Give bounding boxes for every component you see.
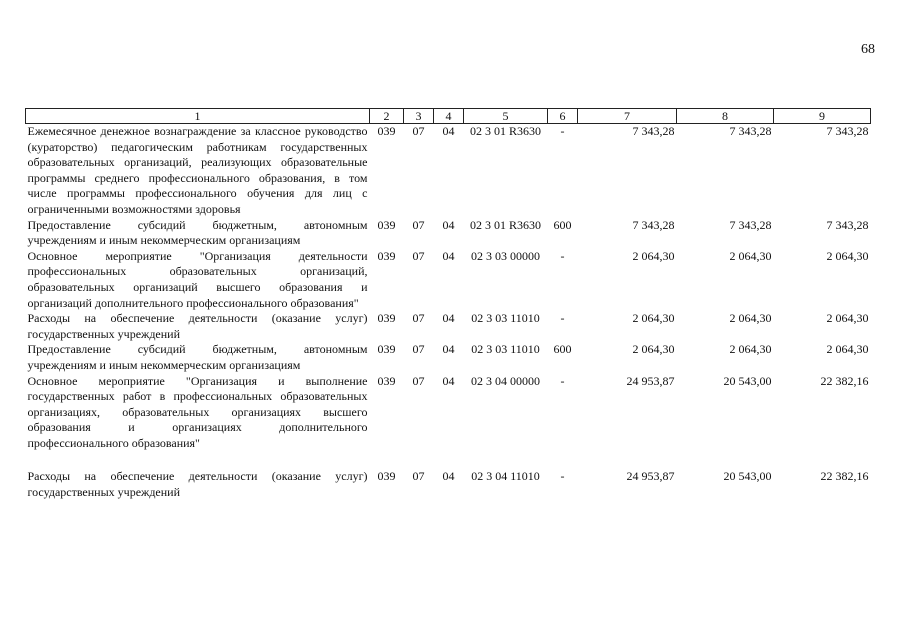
header-cell: 6 — [548, 109, 578, 124]
amount-col8-cell: 2 064,30 — [729, 311, 772, 326]
header-cell: 2 — [370, 109, 404, 124]
section-cell: 07 — [412, 311, 425, 326]
table-row — [26, 311, 871, 342]
amount-col8-cell: 20 543,00 — [723, 373, 772, 388]
row-name-cell: Расходы на обеспечение деятельности (оказание услуг) государственных учреждений — [27, 311, 368, 341]
amount-col9-cell: 2 064,30 — [826, 311, 869, 326]
amount-col9-cell: 7 343,28 — [826, 217, 869, 232]
ministry-code-cell: 039 — [377, 373, 396, 388]
ministry-code-cell: 039 — [377, 469, 396, 484]
amount-col9-cell: 2 064,30 — [826, 342, 869, 357]
section-cell: 07 — [412, 469, 425, 484]
row-name-cell: Предоставление субсидий бюджетным, автономным учреждениям и иным некоммерческим организациям — [27, 342, 368, 372]
amount-col9-cell: 7 343,28 — [826, 124, 869, 138]
table-row — [26, 342, 871, 373]
table-row — [26, 374, 871, 452]
table-row — [26, 218, 871, 249]
expense-type-cell: 600 — [553, 217, 572, 232]
amount-col9-cell: 22 382,16 — [820, 469, 869, 484]
expense-type-cell: - — [560, 124, 565, 138]
budget-table — [25, 108, 871, 501]
ministry-code-cell: 039 — [377, 217, 396, 232]
expense-type-cell: - — [560, 469, 565, 484]
subsection-cell: 04 — [442, 248, 455, 263]
amount-col7-cell: 24 953,87 — [626, 373, 675, 388]
amount-col8-cell: 20 543,00 — [723, 469, 772, 484]
subsection-cell: 04 — [442, 124, 455, 138]
header-cell: 9 — [774, 109, 871, 124]
ministry-code-cell: 039 — [377, 342, 396, 357]
subsection-cell: 04 — [442, 469, 455, 484]
subsection-cell: 04 — [442, 373, 455, 388]
row-name-cell: Основное мероприятие "Организация и выполнение государственных работ в профессиональных образовательных организациях, образовательных организациях высшего образования и организациях дополнительного профессионального образования" — [27, 373, 368, 450]
subsection-cell: 04 — [442, 311, 455, 326]
target-article-cell: 02 3 04 00000 — [471, 373, 540, 388]
row-name-cell: Расходы на обеспечение деятельности (оказание услуг) государственных учреждений — [27, 469, 368, 500]
target-article-cell: 02 3 01 R3630 — [469, 217, 541, 232]
header-cell: 5 — [464, 109, 548, 124]
row-name-cell: Ежемесячное денежное вознаграждение за классное руководство (кураторство) педагогическим работникам государственных образовательных организаций, реализующих образовательные программы среднего профессионального образования, в том числе программы профессионального обучения для лиц с ограниченными возможностями здоровья — [27, 124, 368, 216]
header-cell: 3 — [404, 109, 434, 124]
subsection-cell: 04 — [442, 342, 455, 357]
target-article-cell: 02 3 03 11010 — [471, 342, 540, 357]
ministry-code-cell: 039 — [377, 311, 396, 326]
target-article-cell: 02 3 03 00000 — [471, 248, 540, 263]
page-number: 68 — [861, 42, 875, 57]
section-cell: 07 — [412, 248, 425, 263]
amount-col8-cell: 7 343,28 — [729, 217, 772, 232]
target-article-cell: 02 3 01 R3630 — [469, 124, 541, 138]
table-row — [26, 124, 871, 218]
amount-col9-cell: 22 382,16 — [820, 373, 869, 388]
expense-type-cell: 600 — [553, 342, 572, 357]
header-cell: 8 — [677, 109, 774, 124]
amount-col7-cell: 24 953,87 — [626, 469, 675, 484]
ministry-code-cell: 039 — [377, 248, 396, 263]
section-cell: 07 — [412, 373, 425, 388]
table-row — [26, 469, 871, 500]
header-cell: 7 — [578, 109, 677, 124]
amount-col8-cell: 2 064,30 — [729, 248, 772, 263]
amount-col7-cell: 2 064,30 — [632, 342, 675, 357]
spacer-row — [26, 451, 871, 469]
header-cell: 4 — [434, 109, 464, 124]
target-article-cell: 02 3 03 11010 — [471, 311, 540, 326]
subsection-cell: 04 — [442, 217, 455, 232]
expense-type-cell: - — [560, 373, 565, 388]
table-row — [26, 249, 871, 311]
row-name-cell: Основное мероприятие "Организация деятельности профессиональных образовательных организаций, образовательных организаций высшего образования и организаций дополнительного профессионального образования" — [27, 248, 368, 310]
amount-col8-cell: 2 064,30 — [729, 342, 772, 357]
expense-type-cell: - — [560, 248, 565, 263]
header-cell: 1 — [26, 109, 370, 124]
ministry-code-cell: 039 — [377, 124, 396, 138]
table-header-row — [26, 109, 871, 124]
amount-col7-cell: 2 064,30 — [632, 248, 675, 263]
section-cell: 07 — [412, 217, 425, 232]
amount-col7-cell: 2 064,30 — [632, 311, 675, 326]
amount-col7-cell: 7 343,28 — [632, 124, 675, 138]
amount-col9-cell: 2 064,30 — [826, 248, 869, 263]
row-name-cell: Предоставление субсидий бюджетным, автономным учреждениям и иным некоммерческим организациям — [27, 217, 368, 248]
section-cell: 07 — [412, 124, 425, 138]
amount-col7-cell: 7 343,28 — [632, 217, 675, 232]
expense-type-cell: - — [560, 311, 565, 326]
section-cell: 07 — [412, 342, 425, 357]
amount-col8-cell: 7 343,28 — [729, 124, 772, 138]
target-article-cell: 02 3 04 11010 — [471, 469, 540, 484]
